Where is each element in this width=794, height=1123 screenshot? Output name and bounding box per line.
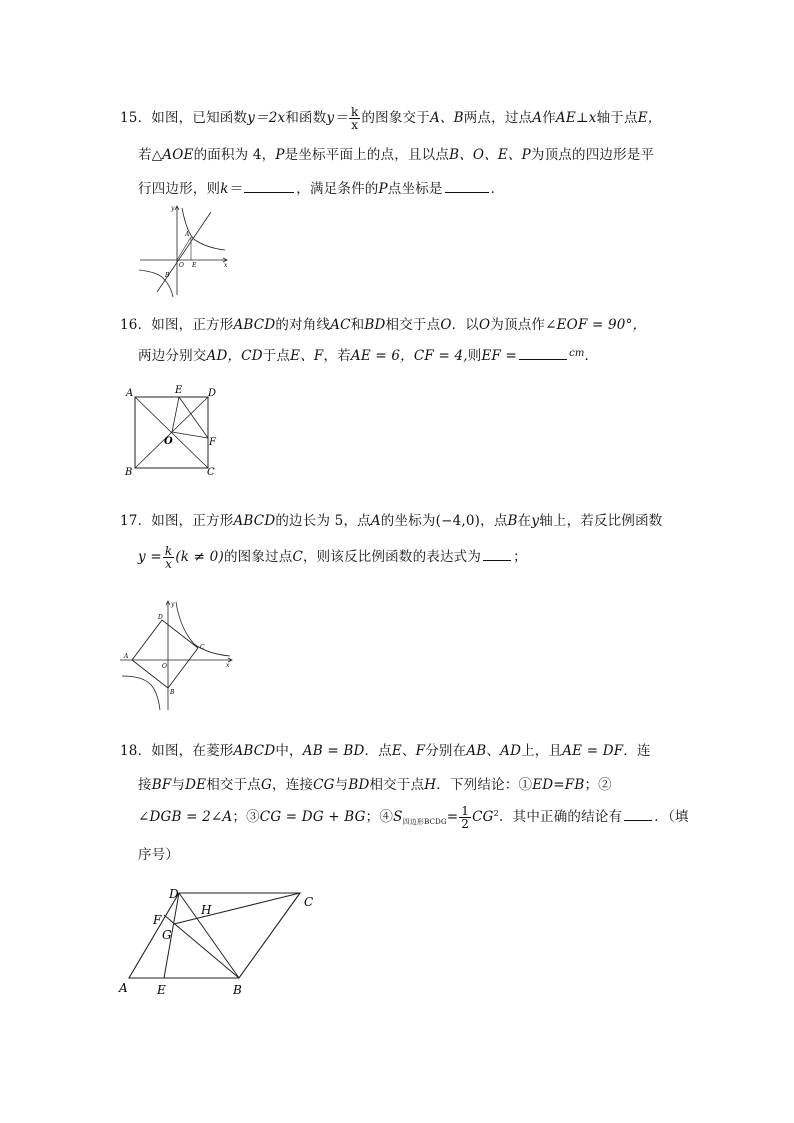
point-label-b: B xyxy=(165,272,170,279)
question-number: 16． xyxy=(120,317,152,333)
q15-figure xyxy=(135,200,235,300)
axis-label-y: y xyxy=(171,601,175,608)
point-label-f: F xyxy=(209,437,216,448)
q18-figure xyxy=(112,880,332,1000)
q15-line-3: 行四边形，则k＝ ，满足条件的P点坐标是 ． xyxy=(138,181,505,197)
point-label-o: O xyxy=(164,436,173,447)
q18-line-3: ∠DGB = 2∠A；③CG = DG + BG；$④S_{四边形BCDG}=$ $\frac{1}{2}$ $CG^2$．其中正确的结论有 ．（填 xyxy=(138,804,689,831)
answer-blank[interactable] xyxy=(624,808,652,821)
point-label-e: E xyxy=(175,385,183,396)
point-label-d: D xyxy=(208,388,217,399)
point-label-d: D xyxy=(158,614,163,621)
answer-blank[interactable] xyxy=(445,180,489,193)
point-label-b: B xyxy=(170,689,175,696)
point-label-a: A xyxy=(185,231,190,238)
answer-blank[interactable] xyxy=(244,180,294,193)
q17-line-2: y = $\frac{k}{x}$ (k ≠ 0)的图象过点C，则该反比例函数的表达式为 ； xyxy=(138,544,527,571)
point-label-a: A xyxy=(126,388,134,399)
q16-figure xyxy=(122,382,222,477)
fraction: $\frac{k}{x}$ xyxy=(164,544,173,571)
point-label-c: C xyxy=(200,644,205,651)
q18-line-2: 接BF与DE相交于点G，连接CG与BD相交于点H．下列结论：①ED=FB；② xyxy=(138,777,612,793)
q18-line-1: 18．如图，在菱形ABCD中，AB = BD．点E、F分别在AB、AD上，且AE = DF．连 xyxy=(120,743,651,759)
fraction: $\frac{1}{2}$ xyxy=(461,804,470,831)
q15-line-1: 15．如图，已知函数y＝2x和函数y＝ $\frac{k}{x}$ 的图象交于A、B两点，过点A作AE⊥x轴于点E， xyxy=(120,105,662,132)
point-label-b: B xyxy=(125,467,133,477)
q18-line-4: 序号） xyxy=(138,847,180,863)
q17-line-1: 17．如图，正方形ABCD的边长为 5，点A的坐标为(−4,0)，点B在y轴上，若反比例函数 xyxy=(120,513,663,529)
axis-label-x: x xyxy=(226,662,230,669)
point-label-o: O xyxy=(162,663,167,670)
answer-blank[interactable] xyxy=(483,548,511,561)
question-number: 18． xyxy=(120,743,152,759)
point-label-c: C xyxy=(207,467,215,477)
point-label-a: A xyxy=(124,653,129,660)
fraction: $\frac{k}{x}$ xyxy=(350,105,359,132)
axis-label-x: x xyxy=(224,262,228,269)
point-label-o: O xyxy=(179,262,184,269)
point-label-c: C xyxy=(304,895,314,909)
point-label-a: A xyxy=(119,981,128,995)
point-label-b: B xyxy=(233,983,242,997)
q16-line-1: 16．如图，正方形ABCD的对角线AC和BD相交于点O．以O为顶点作∠EOF = 90°， xyxy=(120,317,647,333)
question-number: 17． xyxy=(120,513,152,529)
point-label-g: G xyxy=(162,928,172,942)
answer-blank[interactable] xyxy=(519,347,567,360)
axis-label-y: y xyxy=(171,205,175,212)
point-label-e: E xyxy=(192,262,197,269)
point-label-e: E xyxy=(157,983,166,997)
q16-line-2: 两边分别交AD，CD于点E、F，若AE = 6，CF = 4,则EF = $^{cm}$． xyxy=(138,348,599,364)
point-label-d: D xyxy=(169,887,179,901)
q15-line-2: 若△AOE的面积为 4，P是坐标平面上的点，且以点B、O、E、P为顶点的四边形是平 xyxy=(138,147,655,163)
q17-figure xyxy=(118,598,236,713)
point-label-h: H xyxy=(201,903,212,917)
question-number: 15． xyxy=(120,110,152,126)
point-label-f: F xyxy=(153,913,162,927)
